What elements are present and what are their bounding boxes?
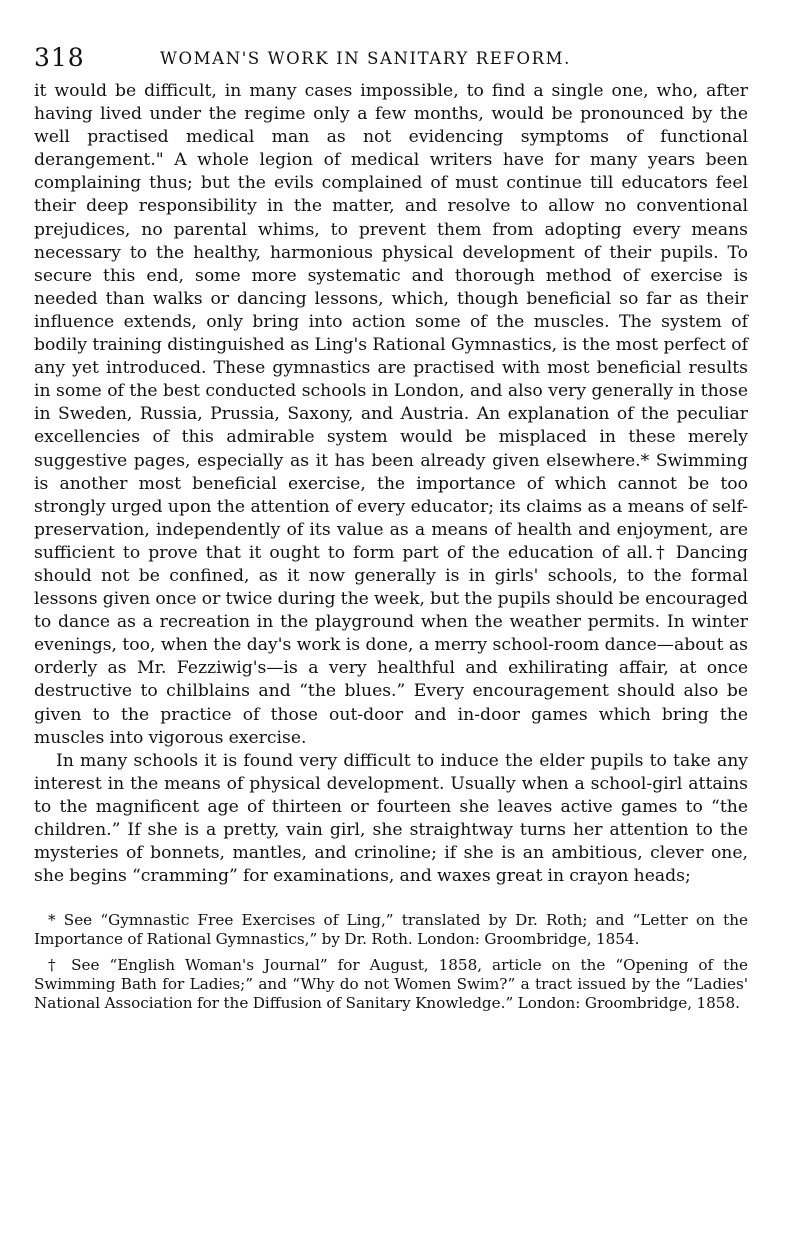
paragraph: In many schools it is found very difficult to induce the elder pupils to take any interest in the means of physical development. Usually when a school-girl attains to the magnificent age of thirteen or fourteen she leaves active games to “the children.” If she is a pretty, vain girl, she straightway turns her attention to the mysteries of bonnets, mantles, and crinoline; if she is an ambitious, clever one, she begins “cramming” for examinations, and waxes great in crayon heads; <box>34 750 748 887</box>
body-text <box>34 80 748 888</box>
running-head <box>34 44 748 80</box>
running-title: WOMAN'S WORK IN SANITARY REFORM. <box>160 49 571 68</box>
paragraph: it would be difficult, in many cases impossible, to find a single one, who, after having lived under the regime only a few months, would be pronounced by the well practised medical man as not evidencing symptoms of functional derangement." A whole legion of medical writers have for many years been complaining thus; but the evils complained of must continue till educators feel their deep responsibility in the matter, and resolve to allow no conventional prejudices, no parental whims, to prevent them from adopting every means necessary to the healthy, harmonious physical development of their pupils. To secure this end, some more systematic and thorough method of exercise is needed than walks or dancing lessons, which, though beneficial so far as their influence extends, only bring into action some of the muscles. The system of bodily training distinguished as Ling's Rational Gymnastics, is the most perfect of any yet introduced. These gymnastics are practised with most beneficial results in some of the best conducted schools in London, and also very generally in those in Sweden, Russia, Prussia, Saxony, and Austria. An explanation of the peculiar excellencies of this admirable system would be misplaced in these merely suggestive pages, especially as it has been already given elsewhere.* Swimming is another most beneficial exercise, the importance of which cannot be too strongly urged upon the attention of every educator; its claims as a means of self-preservation, independently of its value as a means of health and enjoyment, are sufficient to prove that it ought to form part of the education of all.† Dancing should not be confined, as it now generally is in girls' schools, to the formal lessons given once or twice during the week, but the pupils should be encouraged to dance as a recreation in the playground when the weather permits. In winter evenings, too, when the day's work is done, a merry school-room dance—about as orderly as Mr. Fezziwig's—is a very healthful and exhilirating affair, at once destructive to chilblains and “the blues.” Every encouragement should also be given to the practice of those out-door and in-door games which bring the muscles into vigorous exercise. <box>34 81 748 748</box>
page-number: 318 <box>34 43 85 72</box>
footnotes <box>34 911 748 1012</box>
footnote: * See “Gymnastic Free Exercises of Ling,” translated by Dr. Roth; and “Letter on the Importance of Rational Gymnastics,” by Dr. Roth. London: Groombridge, 1854. <box>34 911 748 948</box>
footnote: † See “English Woman's Journal” for August, 1858, article on the “Opening of the Swimming Bath for Ladies;” and “Why do not Women Swim?” a tract issued by the “Ladies' National Association for the Diffusion of Sanitary Knowledge.” London: Groombridge, 1858. <box>34 956 748 1012</box>
book-page <box>34 44 748 1020</box>
